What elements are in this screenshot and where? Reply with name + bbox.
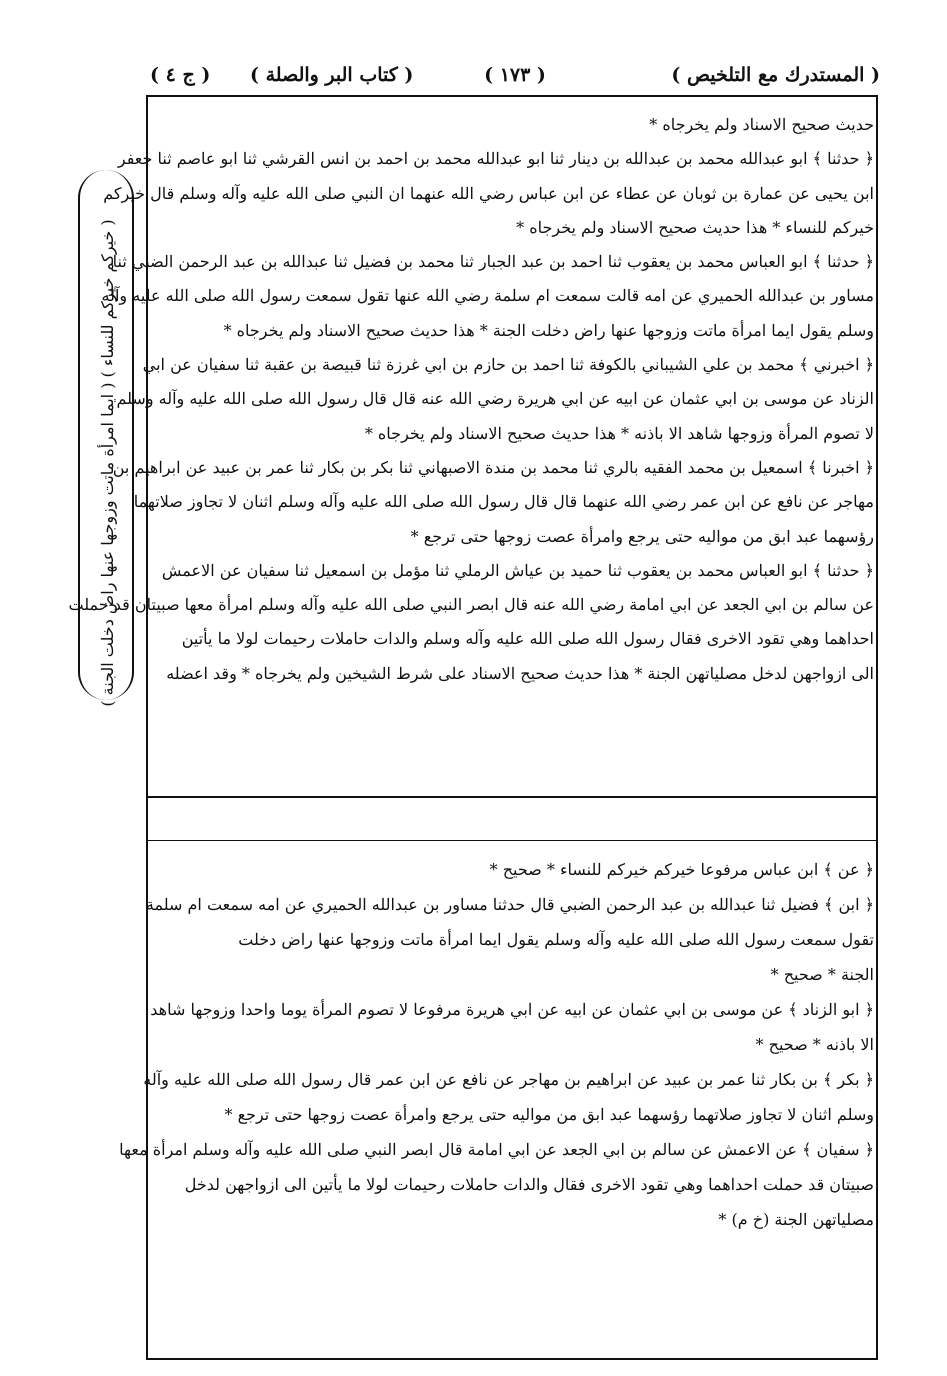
main-line: ﴿ حدثنا ﴾ ابو عبدالله محمد بن عبدالله بن دينار ثنا ابو عبدالله محمد بن احمد بن انس القرشي ثنا ابو عاصم ثنا جعفر	[117, 149, 874, 169]
main-line: الزناد عن موسى بن ابي عثمان عن ابيه عن ابي هريرة رضي الله عنه قال قال رسول الله صلى الله عليه وآله وسلم	[116, 389, 874, 409]
page-header	[150, 58, 880, 92]
header-book-title: ( كتاب البر والصلة )	[250, 64, 414, 86]
summary-line: الجنة * صحيح *	[770, 965, 874, 984]
main-line: ﴿ اخبرني ﴾ محمد بن علي الشيباني بالكوفة ثنا احمد بن حازم بن ابي غرزة ثنا قبيصة بن عقبة ثنا سفيان عن ابي	[142, 355, 874, 375]
summary-line: ﴿ بكر ﴾ بن بكار ثنا عمر بن عبيد عن ابراهيم بن مهاجر عن نافع عن ابن عمر قال رسول الله صلى الله عليه وآله	[143, 1070, 874, 1089]
main-line: خيركم للنساء * هذا حديث صحيح الاسناد ولم يخرجاه *	[516, 217, 874, 237]
summary-line: ﴿ ابو الزناد ﴾ عن موسى بن ابي عثمان عن ابيه عن ابي هريرة مرفوعا لا تصوم المرأة يوما واحدا وزوجها شاهد	[150, 1000, 874, 1019]
summary-line: تقول سمعت رسول الله صلى الله عليه وآله وسلم يقول ايما امرأة ماتت وزوجها عنها راض دخلت	[238, 930, 874, 949]
summary-line: ﴿ سفيان ﴾ عن الاعمش عن سالم بن ابي الجعد عن ابي امامة قال ابصر النبي صلى الله عليه وآله وسلم امرأة معها	[119, 1140, 874, 1159]
main-line: وسلم يقول ايما امرأة ماتت وزوجها عنها راض دخلت الجنة * هذا حديث صحيح الاسناد ولم يخرجاه *	[223, 320, 874, 340]
summary-line: ﴿ ابن ﴾ فضيل ثنا عبدالله بن عبد الرحمن الضبي قال حدثنا مساور بن عبدالله الحميري عن امه سمعت ام سلمة	[145, 895, 874, 914]
header-source-title: ( المستدرك مع التلخيص )	[671, 64, 880, 86]
main-line: مساور بن عبدالله الحميري عن امه قالت سمعت ام سلمة رضي الله عنها تقول سمعت رسول الله صلى الله عليه وآله	[101, 286, 874, 306]
section-divider	[146, 796, 878, 798]
main-line: ﴿ حدثنا ﴾ ابو العباس محمد بن يعقوب ثنا احمد بن عبد الجبار ثنا محمد بن فضيل ثنا عبدالله بن عبد الرحمن الضبي ثنا	[112, 252, 874, 272]
summary-text	[119, 852, 874, 1237]
summary-line: صبيتان قد حملت احداهما وهي تقود الاخرى فقال والدات حاملات رحيمات لولا ما يأتين الى ازواجهن لدخل	[184, 1175, 874, 1194]
summary-line: وسلم اثنان لا تجاوز صلاتهما رؤسهما عبد ابق من مواليه حتى يرجع وامرأة عصت زوجها حتى ترجع *	[224, 1105, 874, 1124]
main-line: الى ازواجهن لدخل مصلياتهن الجنة * هذا حديث صحيح الاسناد على شرط الشيخين ولم يخرجاه * وقد اعضله	[166, 663, 874, 683]
header-page-number: ( ١٧٣ )	[484, 64, 546, 86]
margin-note	[78, 170, 134, 707]
main-line: عن سالم بن ابي الجعد عن ابي امامة رضي الله عنه قال ابصر النبي صلى الله عليه وآله وسلم امرأة معها صبيتان قد حملت	[68, 595, 874, 615]
header-book-volume	[150, 58, 413, 92]
summary-line: الا باذنه * صحيح *	[755, 1035, 874, 1054]
main-line: احداهما وهي تقود الاخرى فقال رسول الله صلى الله عليه وآله وسلم والدات حاملات رحيمات لولا ما يأتين	[181, 629, 874, 649]
header-volume: ( ج ٤ )	[150, 64, 211, 86]
summary-line: مصلياتهن الجنة (خ م) *	[718, 1210, 874, 1229]
summary-line: ﴿ عن ﴾ ابن عباس مرفوعا خيركم خيركم للنساء * صحيح *	[489, 860, 874, 879]
main-line: ﴿ حدثنا ﴾ ابو العباس محمد بن يعقوب ثنا حميد بن عياش الرملي ثنا مؤمل بن اسمعيل ثنا سفيان عن الاعمش	[161, 560, 874, 580]
main-line: حديث صحيح الاسناد ولم يخرجاه *	[649, 115, 874, 134]
main-line: ﴿ اخبرنا ﴾ اسمعيل بن محمد الفقيه بالري ثنا محمد بن مندة الاصبهاني ثنا بكر بن بكار ثنا عمر بن عبيد عن ابراهيم بن	[112, 457, 874, 477]
main-line: لا تصوم المرأة وزوجها شاهد الا باذنه * هذا حديث صحيح الاسناد ولم يخرجاه *	[364, 423, 874, 443]
main-line: رؤسهما عبد ابق من مواليه حتى يرجع وامرأة عصت زوجها حتى ترجع *	[410, 526, 874, 546]
margin-note-text: ( خيركم خيركم للنساء ) ( ايما امرأة ماتت وزوجها عنها راض دخلت الجنة )	[98, 219, 117, 707]
main-line: مهاجر عن نافع عن ابن عمر رضي الله عنهما قال قال رسول الله صلى الله عليه وآله وسلم اثنان لا تجاوز صلاتهما	[133, 492, 874, 512]
main-line: ابن يحيى عن عمارة بن ثوبان عن عطاء عن ابن عباس رضي الله عنهما ان النبي صلى الله عليه وآله وسلم قال خيركم	[103, 183, 874, 203]
summary-divider	[146, 840, 878, 841]
